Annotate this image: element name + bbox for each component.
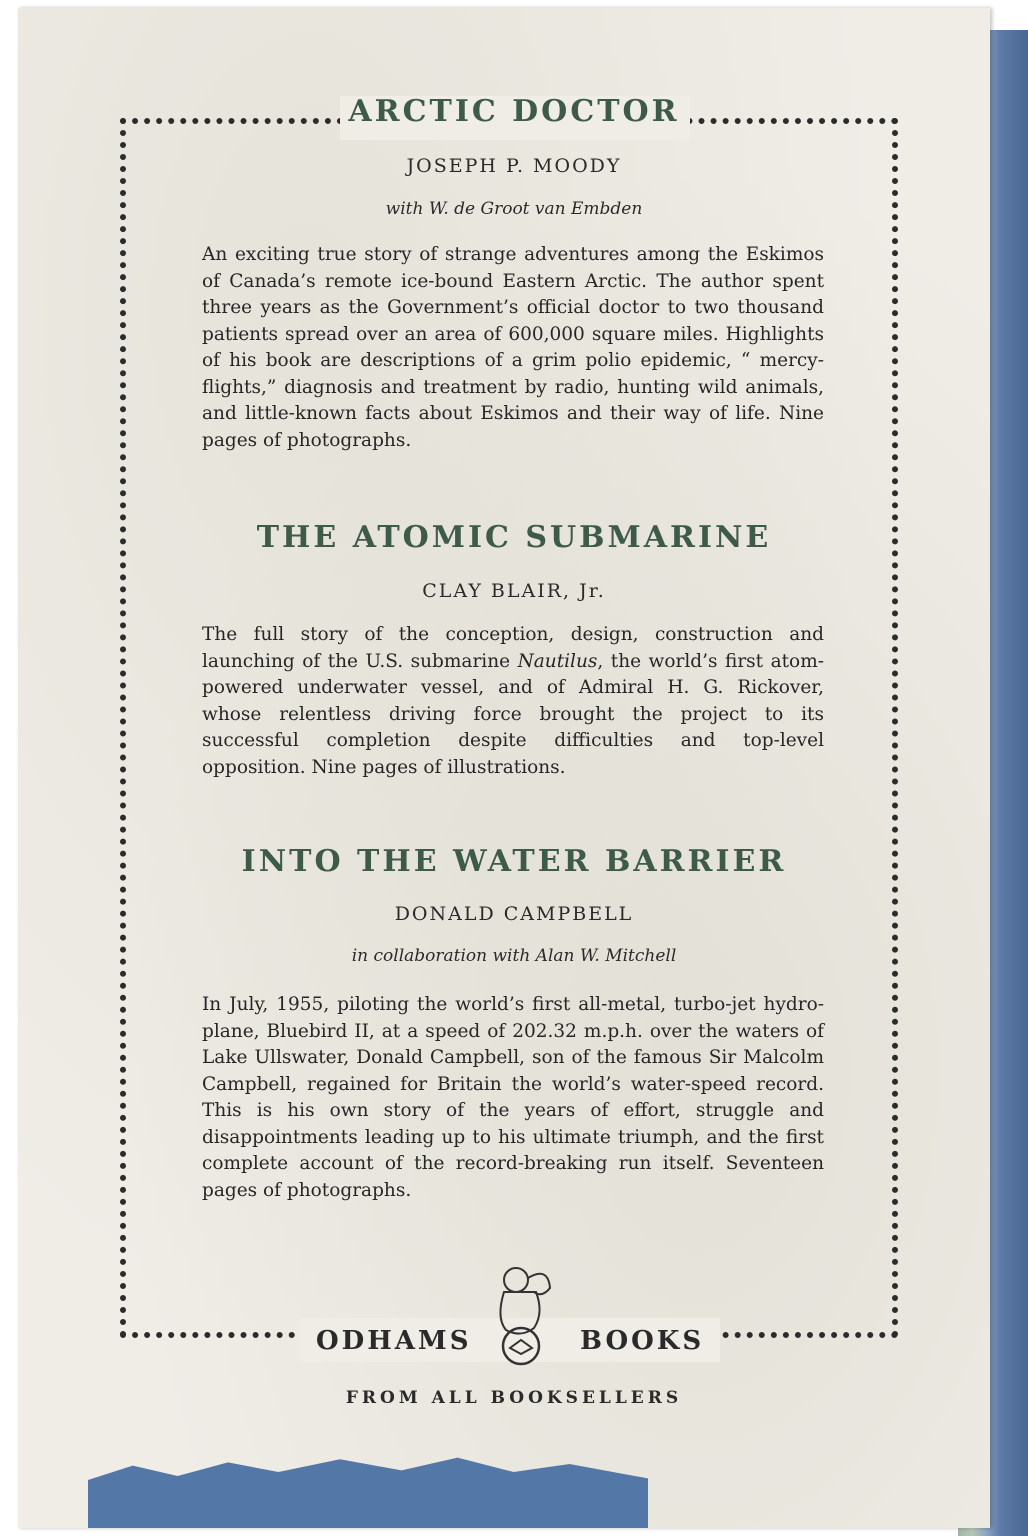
book-title: ARCTIC DOCTOR: [348, 94, 680, 129]
book-collaborator: in collaboration with Alan W. Mitchell: [351, 946, 677, 966]
book-author: CLAY BLAIR, Jr.: [422, 580, 606, 602]
cherub-logo-icon: [486, 1258, 556, 1368]
book-description: In July, 1955, piloting the world’s first all-metal, turbo-jet hydro-plane, Bluebird II, at a speed of 202.32 m.p.h. over the waters of Lake Ullswater, Donald Campbell, son of the famous Sir Malcolm Campbell, regained for Britain the world’s water-speed record. This is his own story of the years of effort, struggle and disappointments leading up to his ultimate triumph, and the first complete account of the record-breaking run itself. Seventeen pages of photographs.: [202, 994, 824, 1201]
book-author: JOSEPH P. MOODY: [406, 155, 622, 177]
footer-tagline: FROM ALL BOOKSELLERS: [345, 1388, 683, 1408]
book-collaborator: with W. de Groot van Embden: [385, 199, 643, 219]
book-title: THE ATOMIC SUBMARINE: [256, 520, 772, 555]
publisher-name-right: BOOKS: [580, 1326, 705, 1356]
jacket-wear-damage: [88, 1448, 648, 1528]
book-title: INTO THE WATER BARRIER: [241, 844, 787, 879]
book-description: An exciting true story of strange adventures among the Eskimos of Canada’s remote ice-bound Eastern Arctic. The author spent three years as the Government’s official doctor to two thousand patients spread over an area of 600,000 square miles. Highlights of his book are descriptions of a grim polio epidemic, “ mercy-flights,” diagnosis and treatment by radio, hunting wild animals, and little-known facts about Eskimos and their way of life. Nine pages of photographs.: [202, 244, 824, 451]
book-description: The full story of the conception, design, construction and launching of the U.S. submarine Nautilus, the world’s first atom-powered underwater vessel, and of Admiral H. G. Rickover, whose relentless driving force brought the project to its successful completion despite difficulties and top-level opposition. Nine pages of illustrations.: [202, 624, 824, 778]
book-author: DONALD CAMPBELL: [394, 903, 634, 925]
publisher-name-left: ODHAMS: [316, 1326, 472, 1356]
